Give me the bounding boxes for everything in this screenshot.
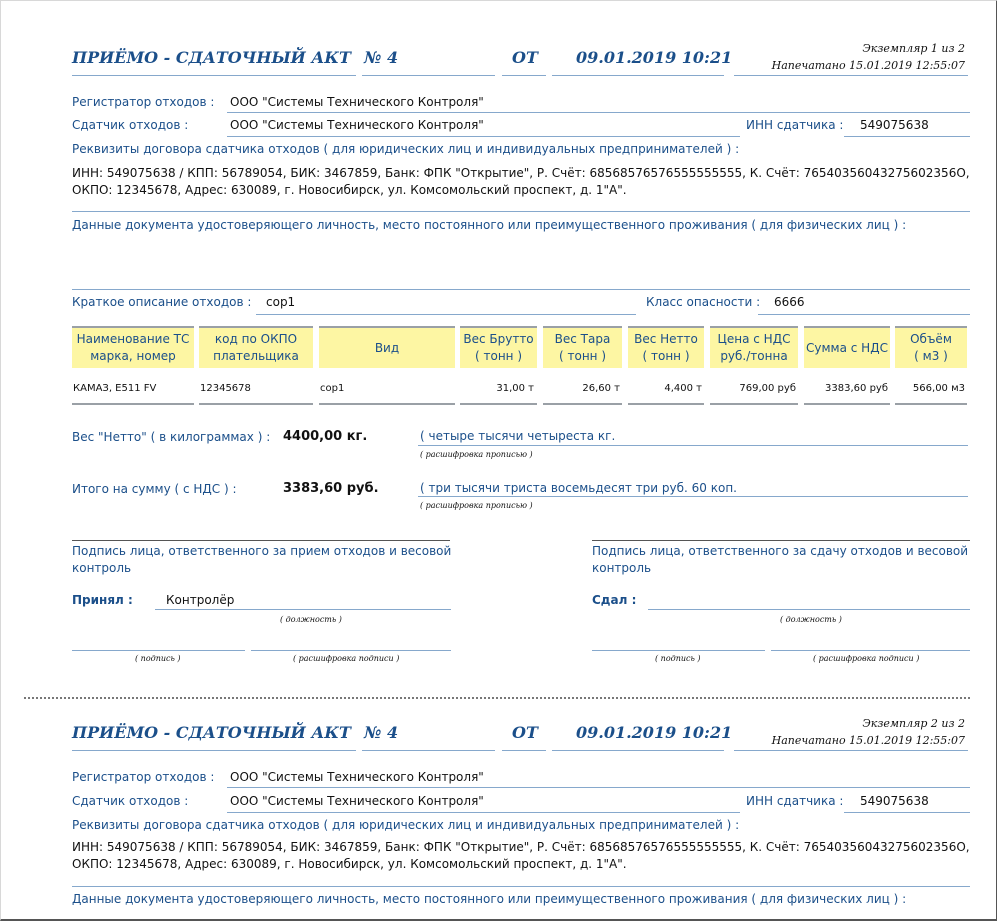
sum-words: ( три тысячи триста восемьдесят три руб. 60 коп. xyxy=(420,481,737,495)
act-number: № 4 xyxy=(364,48,399,67)
copy-info: Экземпляр 2 из 2 xyxy=(862,717,965,730)
header-volume: Объём ( м3 ) xyxy=(910,332,952,363)
cell-sum: 3383,60 руб xyxy=(825,383,888,394)
left-position-caption: ( должность ) xyxy=(280,615,342,624)
net-weight-value: 4400,00 кг. xyxy=(283,429,368,444)
registrar-label: Регистратор отходов : xyxy=(72,95,215,109)
donor-label: Сдатчик отходов : xyxy=(72,118,189,132)
act-from-label: ОТ xyxy=(512,48,538,67)
donor-value: ООО "Системы Технического Контроля" xyxy=(230,794,484,808)
cell-type: сор1 xyxy=(320,383,345,394)
header-gross: Вес Брутто ( тонн ) xyxy=(463,332,534,363)
header-price: Цена с НДС руб./тонна xyxy=(717,332,791,363)
cell-okpo: 12345678 xyxy=(200,383,251,394)
cell-gross: 31,00 т xyxy=(496,383,534,394)
registrar-value: ООО "Системы Технического Контроля" xyxy=(230,95,484,109)
requisites-line-2: ОКПО: 12345678, Адрес: 630089, г. Новосибирск, ул. Комсомольский проспект, д. 1"А". xyxy=(72,183,627,197)
left-decode-caption: ( расшифровка подписи ) xyxy=(293,654,400,663)
right-sign-title-1: Подпись лица, ответственного за сдачу отходов и весовой xyxy=(592,544,969,558)
table-header xyxy=(319,326,455,368)
act-number: № 4 xyxy=(364,723,399,742)
hazard-class-label: Класс опасности : xyxy=(646,295,761,309)
sum-words-caption: ( расшифровка прописью ) xyxy=(420,501,533,510)
waste-desc-value: сор1 xyxy=(266,295,296,309)
cell-vehicle: КАМАЗ, Е511 FV xyxy=(73,383,157,394)
sum-value: 3383,60 руб. xyxy=(283,481,379,496)
identity-label: Данные документа удостоверяющего личность, место постоянного или преимущественного проживания ( для физических лиц ) : xyxy=(72,218,907,232)
cell-volume: 566,00 м3 xyxy=(912,383,965,394)
accepted-value: Контролёр xyxy=(166,593,235,607)
copy-info: Экземпляр 1 из 2 xyxy=(862,42,965,55)
act-title: ПРИЁМО - СДАТОЧНЫЙ АКТ xyxy=(72,723,351,742)
table-header xyxy=(199,326,313,368)
header-net: Вес Нетто ( тонн ) xyxy=(634,332,698,363)
cell-price: 769,00 руб xyxy=(739,383,796,394)
left-sign-title-1: Подпись лица, ответственного за прием отходов и весовой xyxy=(72,544,452,558)
net-weight-label: Вес "Нетто" ( в килограммах ) : xyxy=(72,430,271,444)
accepted-label: Принял : xyxy=(72,593,133,607)
header-tare: Вес Тара ( тонн ) xyxy=(554,332,611,363)
registrar-value: ООО "Системы Технического Контроля" xyxy=(230,770,484,784)
net-weight-words: ( четыре тысячи четыреста кг. xyxy=(420,429,616,443)
printed-timestamp: Напечатано 15.01.2019 12:55:07 xyxy=(771,734,965,747)
net-words-caption: ( расшифровка прописью ) xyxy=(420,450,533,459)
act-from-label: ОТ xyxy=(512,723,538,742)
table-header xyxy=(460,326,537,368)
inn-label: ИНН сдатчика : xyxy=(746,118,844,132)
handed-label: Сдал : xyxy=(592,593,637,607)
requisites-line-2: ОКПО: 12345678, Адрес: 630089, г. Новосибирск, ул. Комсомольский проспект, д. 1"А". xyxy=(72,857,627,871)
table-header xyxy=(628,326,704,368)
act-title: ПРИЁМО - СДАТОЧНЫЙ АКТ xyxy=(72,48,351,67)
table-header xyxy=(804,326,890,368)
header-okpo: код по ОКПО плательщика xyxy=(213,332,299,363)
left-sign-caption: ( подпись ) xyxy=(135,654,181,663)
hazard-class-value: 6666 xyxy=(774,295,805,309)
inn-label: ИНН сдатчика : xyxy=(746,794,844,808)
header-sum: Сумма с НДС xyxy=(806,340,888,355)
table-header xyxy=(543,326,622,368)
waste-desc-label: Краткое описание отходов : xyxy=(72,295,252,309)
right-decode-caption: ( расшифровка подписи ) xyxy=(813,654,920,663)
act-datetime: 09.01.2019 10:21 xyxy=(576,723,733,742)
table-header xyxy=(895,326,967,368)
cell-net: 4,400 т xyxy=(664,383,702,394)
requisites-label: Реквизиты договора сдатчика отходов ( для юридических лиц и индивидуальных предпринимателей ) : xyxy=(72,142,740,156)
requisites-line-1: ИНН: 549075638 / КПП: 56789054, БИК: 3467859, Банк: ФПК "Открытие", Р. Счёт: 68568576576555555555, К. Счёт: 76540356043275602356О, xyxy=(72,166,970,180)
requisites-label: Реквизиты договора сдатчика отходов ( для юридических лиц и индивидуальных предпринимателей ) : xyxy=(72,818,740,832)
sum-label: Итого на сумму ( с НДС ) : xyxy=(72,482,237,496)
registrar-label: Регистратор отходов : xyxy=(72,770,215,784)
act-datetime: 09.01.2019 10:21 xyxy=(576,48,733,67)
identity-label: Данные документа удостоверяющего личность, место постоянного или преимущественного проживания ( для физических лиц ) : xyxy=(72,892,907,906)
requisites-line-1: ИНН: 549075638 / КПП: 56789054, БИК: 3467859, Банк: ФПК "Открытие", Р. Счёт: 68568576576555555555, К. Счёт: 76540356043275602356О, xyxy=(72,840,970,854)
cut-line xyxy=(24,697,970,699)
table-header xyxy=(72,326,194,368)
table-header xyxy=(710,326,798,368)
header-type: Вид xyxy=(374,340,400,355)
right-sign-title-2: контроль xyxy=(592,561,652,575)
header-vehicle: Наименование ТС марка, номер xyxy=(76,332,190,363)
cell-tare: 26,60 т xyxy=(582,383,620,394)
right-sign-caption: ( подпись ) xyxy=(655,654,701,663)
right-position-caption: ( должность ) xyxy=(780,615,842,624)
printed-timestamp: Напечатано 15.01.2019 12:55:07 xyxy=(771,59,965,72)
inn-value: 549075638 xyxy=(860,118,929,132)
left-sign-title-2: контроль xyxy=(72,561,132,575)
donor-label: Сдатчик отходов : xyxy=(72,794,189,808)
donor-value: ООО "Системы Технического Контроля" xyxy=(230,118,484,132)
inn-value: 549075638 xyxy=(860,794,929,808)
